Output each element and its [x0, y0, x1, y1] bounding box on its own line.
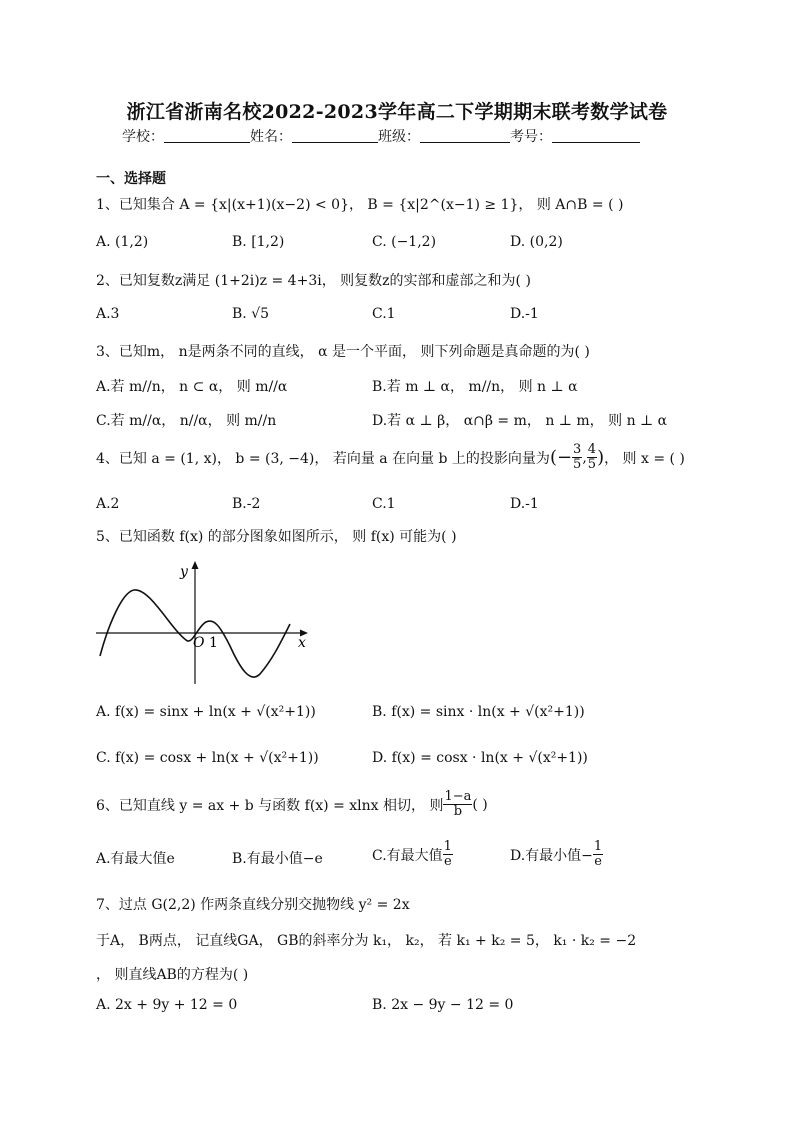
question-1: 1、已知集合 A = {x|(x+1)(x−2) < 0}， B = {x|2^(x−1) ≥ 1}， 则 A∩B = ( ) [96, 197, 624, 213]
q3-option-c: C.若 m//α， n//α， 则 m//n [96, 413, 277, 429]
q1-option-a: A. (1,2) [96, 234, 149, 250]
q6-text-after: ( ) [472, 796, 488, 813]
q6-fraction [443, 790, 472, 820]
q4-frac1-den: 5 [573, 457, 582, 473]
student-info-line [122, 126, 640, 146]
q2-option-d: D.-1 [510, 306, 539, 322]
q6-option-d-fraction [593, 840, 603, 870]
q6-option-b: B.有最小值−e [232, 851, 323, 867]
name-blank [292, 128, 378, 143]
q6-frac-num: 1−a [444, 789, 472, 804]
q4-fraction-2 [587, 443, 597, 473]
q6-d-den: e [594, 854, 602, 870]
function-graph [94, 556, 314, 688]
q5-option-b: B. f(x) = sinx · ln(x + √(x²+1)) [372, 704, 585, 720]
q4-frac2-den: 5 [587, 457, 597, 473]
class-label: 班级： [378, 129, 420, 145]
q6-option-c-fraction [443, 840, 453, 870]
q4-text-before: 4、已知 a = (1, x)， b = (3, −4)， 若向量 a 在向量 b 上的投影向量为 [96, 450, 550, 467]
q6-c-num: 1 [443, 839, 452, 854]
q4-frac2-num: 4 [587, 442, 597, 457]
q4-vector-open: (− [549, 447, 573, 469]
x-axis-label: x [298, 635, 306, 651]
q6-option-c [372, 840, 453, 870]
q4-option-a: A.2 [96, 496, 120, 512]
q1-option-d: D. (0,2) [510, 234, 563, 250]
question-3: 3、已知m， n是两条不同的直线， α 是一个平面， 则下列命题是真命题的为( ) [96, 344, 590, 360]
q5-option-a: A. f(x) = sinx + ln(x + √(x²+1)) [96, 704, 316, 720]
q6-d-num: 1 [593, 839, 603, 854]
name-label: 姓名： [250, 129, 292, 145]
q4-frac1-num: 3 [573, 442, 582, 457]
q1-option-c: C. (−1,2) [372, 234, 437, 250]
question-6 [96, 790, 488, 820]
q3-option-d: D.若 α ⊥ β， α∩β = m， n ⊥ m， 则 n ⊥ α [372, 413, 668, 429]
question-5: 5、已知函数 f(x) 的部分图象如图所示， 则 f(x) 可能为( ) [96, 529, 457, 545]
q6-option-c-text: C.有最大值 [372, 847, 443, 864]
question-7-line-2: 于A， B两点， 记直线GA， GB的斜率分为 k₁， k₂， 若 k₁ + k₂ = 5， k₁ · k₂ = −2 [96, 933, 637, 949]
q6-frac-den: b [453, 804, 463, 820]
q4-option-d: D.-1 [510, 496, 539, 512]
q6-option-a: A.有最大值e [96, 851, 175, 867]
q4-fraction-1 [572, 443, 582, 473]
q4-comma: , [582, 449, 587, 466]
tick-label-1: 1 [209, 635, 218, 651]
exam-title: 浙江省浙南名校2022-2023学年高二下学期期末联考数学试卷 [126, 101, 668, 123]
school-label: 学校： [122, 129, 164, 145]
q6-option-d [510, 840, 603, 870]
q7-option-b: B. 2x − 9y − 12 = 0 [372, 997, 514, 1013]
q1-option-b: B. [1,2) [232, 234, 285, 250]
origin-label: O [193, 635, 205, 651]
y-axis-arrow-icon [192, 561, 199, 569]
question-4 [96, 443, 685, 473]
y-axis-label: y [180, 564, 188, 580]
q4-option-c: C.1 [372, 496, 396, 512]
q4-vector-close: ) [597, 447, 605, 469]
section-title: 一、选择题 [96, 171, 166, 187]
school-blank [164, 128, 250, 143]
q6-text-before: 6、已知直线 y = ax + b 与函数 f(x) = xlnx 相切， 则 [96, 797, 444, 814]
q4-text-after: ， 则 x = ( ) [604, 450, 685, 467]
question-7-line-1: 7、过点 G(2,2) 作两条直线分别交抛物线 y² = 2x [96, 897, 410, 913]
question-2: 2、已知复数z满足 (1+2i)z = 4+3i， 则复数z的实部和虚部之和为( ) [96, 273, 531, 289]
q7-option-a: A. 2x + 9y + 12 = 0 [96, 997, 238, 1013]
q6-option-d-text: D.有最小值− [510, 847, 593, 864]
q2-option-c: C.1 [372, 306, 396, 322]
q5-option-c: C. f(x) = cosx + ln(x + √(x²+1)) [96, 750, 319, 766]
q4-option-b: B.-2 [232, 496, 261, 512]
q5-option-d: D. f(x) = cosx · ln(x + √(x²+1)) [372, 750, 588, 766]
exam-no-blank [552, 128, 640, 143]
q3-option-a: A.若 m//n， n ⊂ α， 则 m//α [96, 379, 288, 395]
question-7-line-3: ， 则直线AB的方程为( ) [96, 967, 249, 983]
q2-option-b: B. √5 [232, 306, 270, 322]
class-blank [420, 128, 510, 143]
q6-c-den: e [443, 854, 452, 870]
q2-option-a: A.3 [96, 306, 120, 322]
q3-option-b: B.若 m ⊥ α， m//n， 则 n ⊥ α [372, 379, 578, 395]
exam-no-label: 考号： [510, 129, 552, 145]
